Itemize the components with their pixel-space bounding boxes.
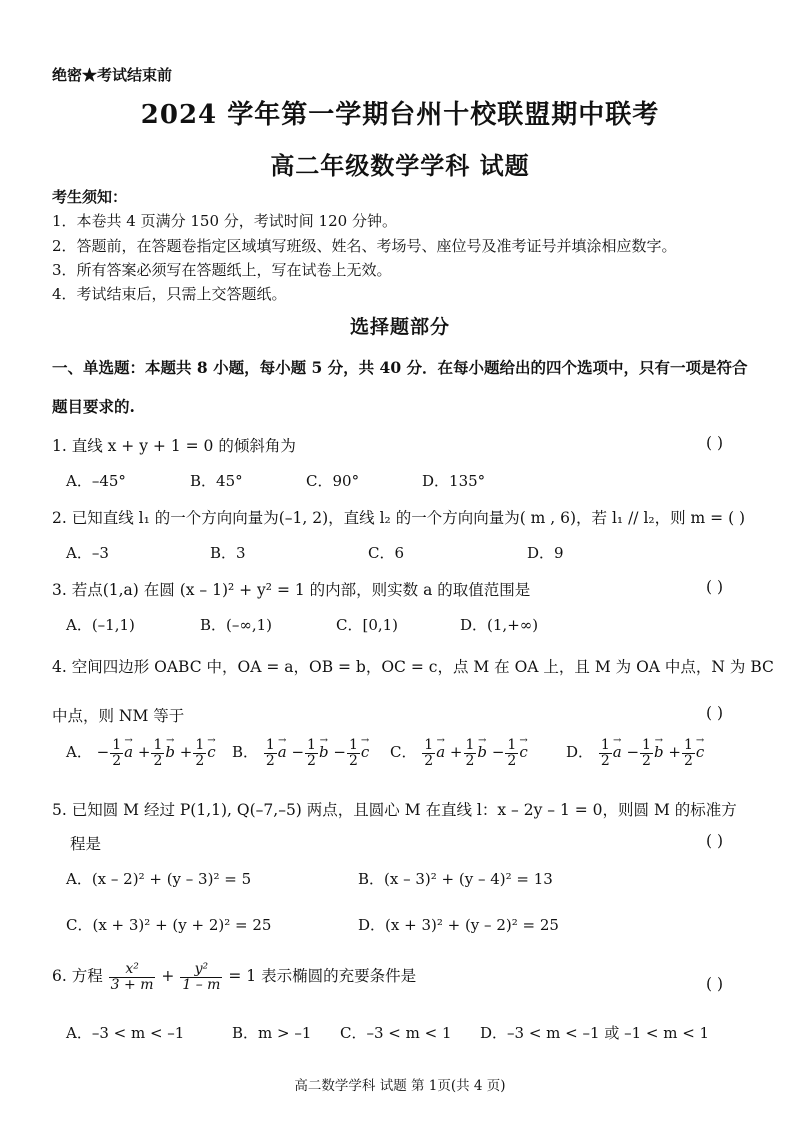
q2-option-c: C．6 bbox=[368, 544, 405, 562]
confidential-label: 绝密★考试结束前 bbox=[52, 66, 173, 84]
q1-option-b: B．45° bbox=[190, 472, 243, 490]
q4-option-d-label: D． bbox=[566, 743, 594, 762]
question-4-stem: 4. 空间四边形 OABC 中，OA = a，OB = b，OC = c，点 M 在 OA 上，且 M 为 OA 中点，N 为 BC bbox=[52, 658, 774, 676]
question-1-stem: 1. 直线 x + y + 1 = 0 的倾斜角为 bbox=[52, 437, 296, 455]
q4-option-b-label: B． bbox=[232, 743, 259, 762]
question-5-stem-cont: 程是 bbox=[70, 835, 102, 853]
q3-option-a: A．(–1,1) bbox=[66, 616, 135, 634]
q4-option-b: B． $\frac{1}{2}$ → a − $\frac{1}{2}$ → b − $\frac{1}{2}$ → c bbox=[232, 735, 370, 769]
q2-option-b: B．3 bbox=[210, 544, 246, 562]
question-6-stem: 6. 方程 $\frac{\text{x²}}{3 + m}$ + $\frac{\text{y²}}{1 - m}$ = 1 表示椭圆的充要条件是 bbox=[52, 961, 417, 993]
answer-paren: ( ) bbox=[706, 578, 724, 596]
q6-option-a: A．–3 < m < –1 bbox=[66, 1024, 185, 1042]
question-5-stem: 5. 已知圆 M 经过 P(1,1), Q(–7,–5) 两点，且圆心 M 在直线 l：x – 2y – 1 = 0，则圆 M 的标准方 bbox=[52, 801, 737, 819]
section-title: 选择题部分 bbox=[349, 316, 450, 338]
q5-option-b: B．(x – 3)² + (y – 4)² = 13 bbox=[358, 870, 553, 888]
notice-item: 4．考试结束后，只需上交答题纸。 bbox=[52, 285, 287, 303]
q4-option-d: D． $\frac{1}{2}$ → a − $\frac{1}{2}$ → b + $\frac{1}{2}$ → c bbox=[566, 735, 705, 769]
question-3-stem: 3. 若点(1,a) 在圆 (x – 1)² + y² = 1 的内部，则实数 a 的取值范围是 bbox=[52, 581, 531, 599]
question-2-stem: 2. 已知直线 l₁ 的一个方向向量为(–1, 2)，直线 l₂ 的一个方向向量为( m , 6)，若 l₁ // l₂，则 m = ( ) bbox=[52, 509, 746, 527]
q1-option-d: D．135° bbox=[422, 472, 486, 490]
q4-option-a: A． − $\frac{1}{2}$ → a + $\frac{1}{2}$ → b + $\frac{1}{2}$ → c bbox=[66, 735, 216, 769]
q6-option-d: D．–3 < m < –1 或 –1 < m < 1 bbox=[480, 1024, 710, 1042]
q4-option-a-label: A． bbox=[66, 743, 92, 762]
answer-paren: ( ) bbox=[706, 975, 724, 993]
answer-paren: ( ) bbox=[706, 704, 724, 722]
q3-option-d: D．(1,+∞) bbox=[460, 616, 539, 634]
q3-option-b: B．(–∞,1) bbox=[200, 616, 273, 634]
section-instruction: 一、单选题：本题共 8 小题，每小题 5 分，共 40 分．在每小题给出的四个选项中，只有一项是符合 bbox=[52, 358, 748, 377]
q2-option-a: A．–3 bbox=[66, 544, 109, 562]
notice-item: 2．答题前，在答题卷指定区域填写班级、姓名、考场号、座位号及准考证号并填涂相应数字。 bbox=[52, 237, 677, 255]
answer-paren: ( ) bbox=[706, 832, 724, 850]
exam-subtitle: 高二年级数学学科 试题 bbox=[270, 151, 530, 180]
q5-option-d: D．(x + 3)² + (y – 2)² = 25 bbox=[358, 916, 559, 934]
q6-option-b: B．m > –1 bbox=[232, 1024, 312, 1042]
page-footer: 高二数学学科 试题 第 1页(共 4 页) bbox=[294, 1078, 506, 1094]
section-instruction-cont: 题目要求的. bbox=[52, 397, 135, 416]
q2-option-d: D．9 bbox=[527, 544, 564, 562]
q3-option-c: C．[0,1) bbox=[336, 616, 399, 634]
q5-option-a: A．(x – 2)² + (y – 3)² = 5 bbox=[66, 870, 252, 888]
q4-option-c-label: C． bbox=[390, 743, 417, 762]
notice-item: 3．所有答案必须写在答题纸上，写在试卷上无效。 bbox=[52, 261, 392, 279]
q6-option-c: C．–3 < m < 1 bbox=[340, 1024, 452, 1042]
answer-paren: ( ) bbox=[706, 434, 724, 452]
q1-option-a: A．–45° bbox=[66, 472, 126, 490]
notice-item: 1．本卷共 4 页满分 150 分，考试时间 120 分钟。 bbox=[52, 212, 397, 230]
exam-title: 2024 学年第一学期台州十校联盟期中联考 bbox=[140, 100, 660, 130]
question-4-stem-cont: 中点，则 NM 等于 bbox=[52, 707, 185, 725]
notice-heading: 考生须知： bbox=[52, 188, 128, 206]
q1-option-c: C．90° bbox=[306, 472, 360, 490]
q4-option-c: C． $\frac{1}{2}$ → a + $\frac{1}{2}$ → b − $\frac{1}{2}$ → c bbox=[390, 735, 528, 769]
q5-option-c: C．(x + 3)² + (y + 2)² = 25 bbox=[66, 916, 272, 934]
